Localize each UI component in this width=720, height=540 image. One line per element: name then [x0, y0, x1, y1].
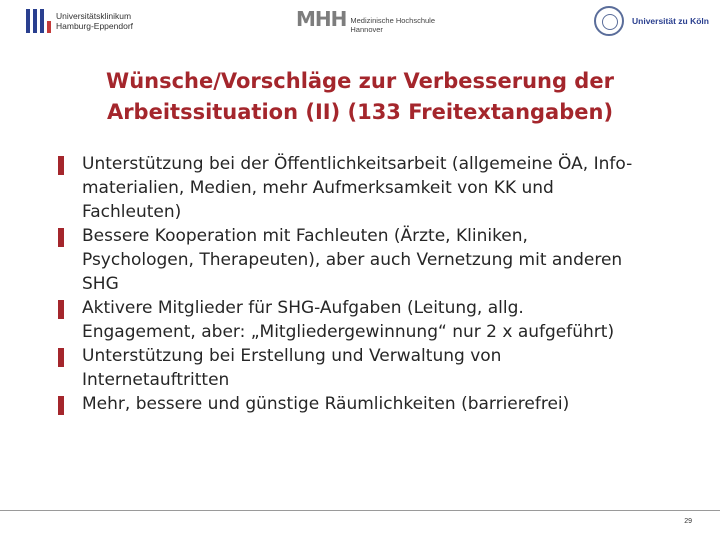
koeln-seal-icon [594, 6, 624, 36]
slide-title-line: Arbeitssituation (II) (133 Freitextangaben) [106, 100, 614, 124]
bullet-text-line: Mehr, bessere und günstige Räumlichkeiten (barrierefrei) [82, 394, 570, 414]
uke-logo-text [56, 11, 133, 31]
bullet-item [56, 392, 676, 416]
bullet-text-line: Fachleuten) [82, 202, 182, 222]
mhh-logo-text [350, 16, 435, 34]
uke-logo-line1: Universitätsklinikum [56, 11, 132, 21]
bullet-marker-icon [58, 348, 64, 367]
mhh-logo-mark: MHH [296, 7, 347, 31]
bullet-item [56, 344, 676, 392]
bullet-marker-icon [58, 300, 64, 319]
slide-title [60, 66, 660, 128]
bullet-text-line: Unterstützung bei der Öffentlichkeitsarbeit (allgemeine ÖA, Info- [82, 154, 633, 174]
bullet-text-line: SHG [82, 274, 119, 294]
bullet-marker-icon [58, 396, 64, 415]
uke-logo-mark-icon [24, 8, 50, 34]
page-number: 29 [684, 518, 692, 525]
bullet-list [56, 152, 676, 416]
bullet-text-line: Psychologen, Therapeuten), aber auch Vernetzung mit anderen [82, 250, 623, 270]
bullet-text-line: Internetauftritten [82, 370, 230, 390]
logo-bar [0, 0, 720, 48]
footer-divider [0, 510, 720, 511]
uke-logo-line2: Hamburg-Eppendorf [56, 21, 134, 31]
bullet-text-line: Engagement, aber: „Mitgliedergewinnung“ nur 2 x aufgeführt) [82, 322, 615, 342]
mhh-logo [296, 4, 435, 34]
bullet-text-line: Unterstützung bei Erstellung und Verwaltung von [82, 346, 502, 366]
bullet-marker-icon [58, 228, 64, 247]
slide-title-line: Wünsche/Vorschläge zur Verbesserung der [106, 69, 614, 93]
koeln-logo-text: Universität zu Köln [632, 16, 709, 26]
bullet-item [56, 152, 676, 224]
bullet-item [56, 224, 676, 296]
bullet-text-line: Bessere Kooperation mit Fachleuten (Ärzte, Kliniken, [82, 226, 528, 246]
bullet-text-line: Aktivere Mitglieder für SHG-Aufgaben (Leitung, allg. [82, 298, 524, 318]
bullet-text-line: materialien, Medien, mehr Aufmerksamkeit von KK und [82, 178, 554, 198]
koeln-logo [594, 6, 709, 36]
bullet-marker-icon [58, 156, 64, 175]
mhh-logo-line1: Medizinische Hochschule [350, 16, 436, 25]
bullet-item [56, 296, 676, 344]
mhh-logo-line2: Hannover [350, 25, 383, 34]
uke-logo [24, 8, 133, 34]
